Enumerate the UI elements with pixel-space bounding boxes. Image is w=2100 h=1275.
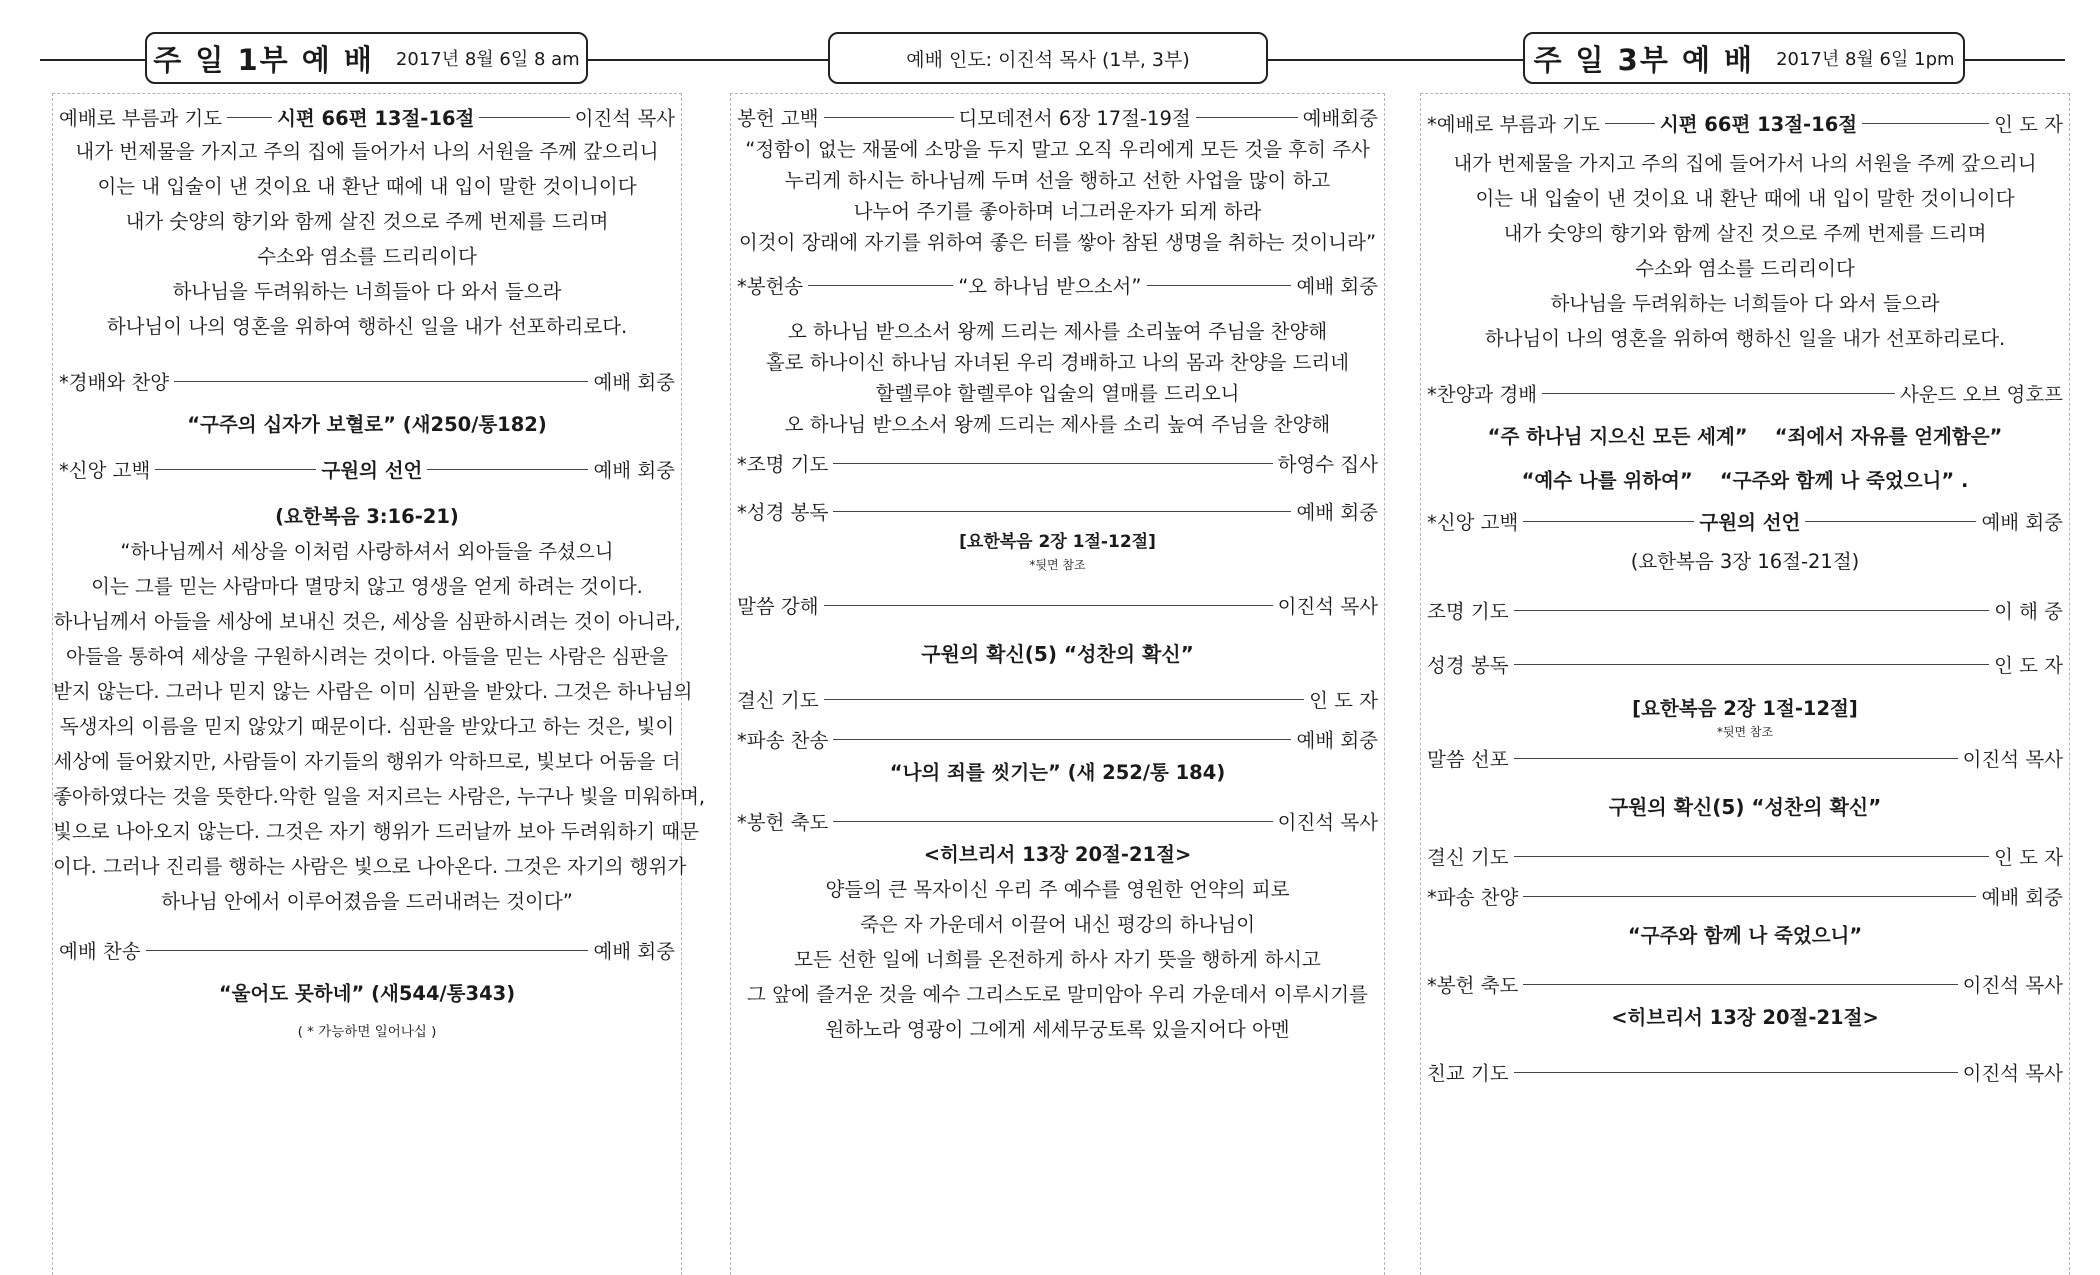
reading-label: 성경 봉독 <box>1427 654 1509 677</box>
scripture-reading-row <box>731 494 1384 528</box>
hymn-label: 예배 찬송 <box>59 940 141 963</box>
sermon-row <box>1421 741 2069 775</box>
creed-ref: (요한복음 3:16-21) <box>275 505 459 528</box>
illumination-prayer-row <box>1421 593 2069 627</box>
praise-song: “구주의 십자가 보혈로” (새250/통182) <box>187 413 547 436</box>
psalm-line: 수소와 염소를 드리리이다 <box>1635 257 1855 280</box>
praise-label: *찬양과 경배 <box>1427 383 1538 406</box>
leader-line <box>1523 896 1976 897</box>
leader-line <box>1196 117 1298 118</box>
closing-leader: 이진석 목사 <box>1962 1062 2063 1085</box>
service1-date: 2017년 8월 6일 8 am <box>395 49 580 70</box>
benediction-line: 모든 선한 일에 너희를 온전하게 하사 자기 뜻을 행하게 하시고 <box>794 948 1321 971</box>
leader-line <box>1514 1072 1958 1073</box>
offering-confession-row <box>731 100 1384 134</box>
reading-note: *뒷면 참조 <box>1029 558 1086 572</box>
leader-line <box>833 511 1291 512</box>
header-rule-left <box>40 59 145 61</box>
call-label: *예배로 부름과 기도 <box>1427 113 1600 136</box>
column-service3 <box>1420 93 2070 1275</box>
leader-line <box>824 117 954 118</box>
sending-label: *파송 찬양 <box>1427 886 1519 909</box>
leader-line <box>155 469 316 470</box>
creed-line: 받지 않는다. 그러나 믿지 않는 사람은 이미 심판을 받았다. 그것은 하나님의 <box>53 680 693 703</box>
creed-line: 하나님 안에서 이루어졌음을 드러내려는 것이다” <box>161 890 573 913</box>
offering-line: 나누어 주기를 좋아하며 너그러운자가 되게 하라 <box>853 200 1262 223</box>
sending-leader: 예배 회중 <box>1296 729 1378 752</box>
decision-leader: 인 도 자 <box>1309 689 1378 712</box>
lyric-line: 오 하나님 받으소서 왕께 드리는 제사를 소리 높여 주님을 찬양해 <box>784 413 1331 436</box>
header-rule-center-right <box>1268 59 1523 61</box>
creed-line: 독생자의 이름을 믿지 않았기 때문이다. 심판을 받았다고 하는 것은, 빛이 <box>59 715 675 738</box>
psalm-line: 내가 번제물을 가지고 주의 집에 들어가서 나의 서원을 주께 갚으리니 <box>75 140 659 163</box>
leader-line <box>1514 664 1990 665</box>
creed-leader: 예배 회중 <box>593 459 676 482</box>
column-middle <box>730 93 1385 1275</box>
header-leader <box>828 32 1268 84</box>
leader-line <box>1523 984 1957 985</box>
leader-line <box>824 699 1305 700</box>
service3-title: 주 일 3부 예 배 <box>1533 42 1755 77</box>
standing-note: ( * 가능하면 일어나십 ) <box>297 1024 437 1040</box>
sending-song: “나의 죄를 씻기는” (새 252/통 184) <box>889 761 1226 784</box>
benediction-row <box>1421 967 2069 1001</box>
psalm-line: 하나님을 두려워하는 너희들아 다 와서 들으라 <box>172 280 562 303</box>
sending-label: *파송 찬송 <box>737 729 829 752</box>
offering-line: “정함이 없는 재물에 소망을 두지 말고 오직 우리에게 모든 것을 후히 주사 <box>745 138 1370 161</box>
prayer-leader: 이 해 중 <box>1994 600 2063 623</box>
decision-leader: 인 도 자 <box>1994 846 2063 869</box>
benediction-line: 원하노라 영광이 그에게 세세무궁토록 있을지어다 아멘 <box>825 1018 1290 1041</box>
call-leader: 이진석 목사 <box>574 107 675 130</box>
leader-line <box>1862 123 1989 124</box>
creed-line: 세상에 들어왔지만, 사람들이 자기들의 행위가 악하므로, 빛보다 어둠을 더 <box>53 750 681 773</box>
offering-line: 이것이 장래에 자기를 위하여 좋은 터를 쌓아 참된 생명을 취하는 것이니라” <box>738 231 1377 254</box>
leader-line <box>1514 610 1990 611</box>
benediction-line: 죽은 자 가운데서 이끌어 내신 평강의 하나님이 <box>859 913 1256 936</box>
creed-line: 이다. 그러나 진리를 행하는 사람은 빛으로 나아온다. 그것은 자기의 행위가 <box>53 855 687 878</box>
creed-line: “하나님께서 세상을 이처럼 사랑하셔서 외아들을 주셨으니 <box>120 540 614 563</box>
creed-line: 좋아하였다는 것을 뜻한다.악한 일을 저지르는 사람은, 누구나 빛을 미워하며, <box>53 785 706 808</box>
call-leader: 인 도 자 <box>1994 113 2063 136</box>
psalm-line: 내가 번제물을 가지고 주의 집에 들어가서 나의 서원을 주께 갚으리니 <box>1453 152 2037 175</box>
leader-line <box>1514 856 1990 857</box>
call-to-worship-row <box>53 100 681 134</box>
call-ref: 시편 66편 13절-16절 <box>277 107 475 130</box>
sending-praise-row <box>1421 879 2069 913</box>
reading-leader: 예배 회중 <box>1296 501 1378 524</box>
sermon-row <box>731 588 1384 622</box>
psalm-line: 이는 내 입술이 낸 것이요 내 환난 때에 내 입이 말한 것이니이다 <box>97 175 637 198</box>
reading-note: *뒷면 참조 <box>1716 725 1774 739</box>
creed-ref: (요한복음 3장 16절-21절) <box>1630 550 1860 573</box>
creed-leader: 예배 회중 <box>1981 511 2064 534</box>
leader-line <box>1147 285 1292 286</box>
decision-label: 결신 기도 <box>737 689 819 712</box>
fellowship-prayer-row <box>1421 1055 2069 1089</box>
decision-label: 결신 기도 <box>1427 846 1509 869</box>
psalm-line: 하나님을 두려워하는 너희들아 다 와서 들으라 <box>1550 292 1940 315</box>
leader-line <box>824 605 1273 606</box>
sermon-title: 구원의 확신(5) “성찬의 확신” <box>1608 795 1882 819</box>
benediction-label: *봉헌 축도 <box>737 811 829 834</box>
psalm-line: 하나님이 나의 영혼을 위하여 행하신 일을 내가 선포하리로다. <box>1484 327 2006 350</box>
offering-ref: 디모데전서 6장 17절-19절 <box>958 107 1191 130</box>
praise-leader: 사운드 오브 영호프 <box>1899 383 2063 406</box>
leader-line <box>227 117 272 118</box>
offering-label: 봉헌 고백 <box>737 107 819 130</box>
psalm-line: 수소와 염소를 드리리이다 <box>257 245 477 268</box>
praise-leader: 예배 회중 <box>593 371 675 394</box>
lyric-line: 홀로 하나이신 하나님 자녀된 우리 경배하고 나의 몸과 찬양을 드리네 <box>765 351 1350 374</box>
praise-row <box>53 364 681 398</box>
reading-label: *성경 봉독 <box>737 501 829 524</box>
leader-line <box>833 821 1272 822</box>
psalm-line: 내가 숫양의 향기와 함께 살진 것으로 주께 번제를 드리며 <box>1503 222 1987 245</box>
creed-label: *신앙 고백 <box>1427 511 1519 534</box>
call-ref: 시편 66편 13절-16절 <box>1659 113 1858 136</box>
offer-song-label: *봉헌송 <box>737 275 804 298</box>
leader-line <box>146 950 589 951</box>
lyric-line: 할렐루야 할렐루야 입술의 열매를 드리오니 <box>875 382 1240 405</box>
column-service1 <box>52 93 706 1275</box>
leader-line <box>833 463 1272 464</box>
benediction-row <box>731 804 1384 838</box>
hymn-row <box>53 933 681 967</box>
sermon-leader: 이진석 목사 <box>1277 595 1378 618</box>
benediction-label: *봉헌 축도 <box>1427 974 1519 997</box>
sending-hymn-row <box>731 722 1384 756</box>
prayer-label: 조명 기도 <box>1427 600 1509 623</box>
reading-leader: 인 도 자 <box>1994 654 2063 677</box>
worship-leader: 예배 인도: 이진석 목사 (1부, 3부) <box>906 48 1190 71</box>
prayer-leader: 하영수 집사 <box>1277 453 1378 476</box>
benediction-ref: <히브리서 13장 20절-21절> <box>923 843 1192 866</box>
benediction-line: 그 앞에 즐거운 것을 예수 그리스도로 말미암아 우리 가운데서 이루시기를 <box>747 983 1368 1006</box>
sermon-leader: 이진석 목사 <box>1962 748 2063 771</box>
leader-line <box>427 469 588 470</box>
header-service1 <box>145 32 588 84</box>
leader-line <box>833 739 1291 740</box>
closing-label: 친교 기도 <box>1427 1062 1509 1085</box>
psalm-line: 하나님이 나의 영혼을 위하여 행하신 일을 내가 선포하리로다. <box>106 315 628 338</box>
praise-label: *경배와 찬양 <box>59 371 170 394</box>
creed-line: 이는 그를 믿는 사람마다 멸망치 않고 영생을 얻게 하려는 것이다. <box>91 575 643 598</box>
praise-row <box>1421 376 2069 410</box>
offering-song-row <box>731 268 1384 302</box>
call-to-worship-row <box>1421 106 2069 140</box>
header-rule-center-left <box>588 59 828 61</box>
praise-songs: “예수 나를 위하여” “구주와 함께 나 죽었으니” . <box>1521 469 1969 492</box>
psalm-line: 내가 숫양의 향기와 함께 살진 것으로 주께 번제를 드리며 <box>125 210 609 233</box>
creed-title: 구원의 선언 <box>1699 511 1801 534</box>
reading-ref: [요한복음 2장 1절-12절] <box>1632 697 1858 720</box>
leader-line <box>808 285 953 286</box>
prayer-label: *조명 기도 <box>737 453 829 476</box>
benediction-leader: 이진석 목사 <box>1962 974 2063 997</box>
decision-prayer-row <box>1421 839 2069 873</box>
leader-line <box>1805 521 1976 522</box>
illumination-prayer-row <box>731 446 1384 480</box>
creed-title: 구원의 선언 <box>321 459 423 482</box>
leader-line <box>174 381 588 382</box>
leader-line <box>1523 521 1694 522</box>
praise-songs: “주 하나님 지으신 모든 세계” “죄에서 자유를 얻게함은” <box>1487 425 2003 448</box>
sermon-label: 말씀 강해 <box>737 595 819 618</box>
offering-leader: 예배회중 <box>1302 107 1378 130</box>
leader-line <box>1514 758 1958 759</box>
offer-song-title: “오 하나님 받으소서” <box>958 275 1142 298</box>
header-rule-right <box>1965 59 2065 61</box>
hymn-song: “울어도 못하네” (새544/통343) <box>218 982 516 1005</box>
creed-line: 아들을 통하여 세상을 구원하시려는 것이다. 아들을 믿는 사람은 심판을 <box>65 645 669 668</box>
hymn-leader: 예배 회중 <box>593 940 675 963</box>
benediction-leader: 이진석 목사 <box>1277 811 1378 834</box>
sermon-title: 구원의 확신(5) “성찬의 확신” <box>921 642 1194 666</box>
lyric-line: 오 하나님 받으소서 왕께 드리는 제사를 소리높여 주님을 찬양해 <box>787 320 1328 343</box>
psalm-line: 이는 내 입술이 낸 것이요 내 환난 때에 내 입이 말한 것이니이다 <box>1475 187 2015 210</box>
sending-song: “구주와 함께 나 죽었으니” <box>1627 924 1863 947</box>
header-service3 <box>1523 32 1965 84</box>
leader-line <box>1542 393 1895 394</box>
decision-prayer-row <box>731 682 1384 716</box>
leader-line <box>479 117 569 118</box>
service3-date: 2017년 8월 6일 1pm <box>1776 49 1955 70</box>
scripture-reading-row <box>1421 647 2069 681</box>
service1-title: 주 일 1부 예 배 <box>153 42 374 77</box>
reading-ref: [요한복음 2장 1절-12절] <box>959 532 1156 552</box>
offering-line: 누리게 하시는 하나님께 두며 선을 행하고 선한 사업을 많이 하고 <box>784 169 1331 192</box>
creed-line: 빛으로 나아오지 않는다. 그것은 자기 행위가 드러날까 보아 두려워하기 때문 <box>53 820 699 843</box>
creed-line: 하나님께서 아들을 세상에 보내신 것은, 세상을 심판하시려는 것이 아니라, <box>53 610 681 633</box>
creed-row <box>1421 504 2069 538</box>
sending-leader: 예배 회중 <box>1981 886 2063 909</box>
benediction-ref: <히브리서 13장 20절-21절> <box>1611 1006 1879 1029</box>
sermon-label: 말씀 선포 <box>1427 748 1509 771</box>
call-label: 예배로 부름과 기도 <box>59 107 223 130</box>
benediction-line: 양들의 큰 목자이신 우리 주 예수를 영원한 언약의 피로 <box>825 878 1290 901</box>
leader-line <box>1605 123 1655 124</box>
creed-row <box>53 452 681 486</box>
creed-label: *신앙 고백 <box>59 459 151 482</box>
offer-song-leader: 예배 회중 <box>1296 275 1378 298</box>
